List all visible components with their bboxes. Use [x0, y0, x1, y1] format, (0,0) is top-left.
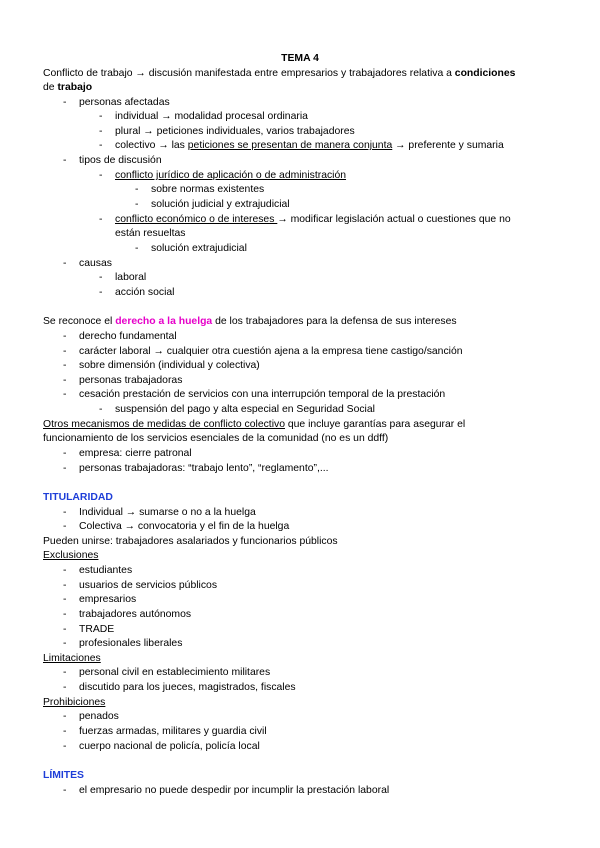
- intro-text: Conflicto de trabajo → discusión manifestada entre empresarios y trabajadores relativa a: [43, 68, 455, 79]
- huelga-paragraph: [43, 315, 457, 328]
- bullet-dash: -: [63, 463, 67, 474]
- bullet-dash: -: [63, 258, 67, 269]
- heading-titularidad: TITULARIDAD: [43, 492, 113, 503]
- list-item: fuerzas armadas, militares y guardia civil: [79, 726, 267, 737]
- bullet-dash: -: [99, 287, 103, 298]
- list-item: personas trabajadoras: “trabajo lento”, “reglamento”,...: [79, 463, 329, 474]
- bullet-dash: -: [63, 97, 67, 108]
- list-item: TRADE: [79, 624, 115, 635]
- intro-bold-trabajo: trabajo: [57, 82, 93, 93]
- list-item: sobre dimensión (individual y colectiva): [79, 360, 260, 371]
- list-item: causas: [79, 258, 112, 269]
- list-item: personas trabajadoras: [79, 375, 183, 386]
- bullet-dash: -: [63, 346, 67, 357]
- bullet-dash: -: [135, 184, 139, 195]
- bullet-dash: -: [63, 507, 67, 518]
- page-title: TEMA 4: [281, 53, 319, 64]
- bullet-dash: -: [63, 448, 67, 459]
- list-item: empresa: cierre patronal: [79, 448, 192, 459]
- list-item: solución judicial y extrajudicial: [151, 199, 290, 210]
- list-item: sobre normas existentes: [151, 184, 265, 195]
- bullet-dash: -: [63, 711, 67, 722]
- bullet-dash: -: [63, 360, 67, 371]
- huelga-text-end: de los trabajadores para la defensa de sus intereses: [212, 316, 457, 327]
- intro-line-2: [43, 81, 92, 94]
- list-item: estudiantes: [79, 565, 133, 576]
- bullet-dash: -: [63, 594, 67, 605]
- otros-text: que incluye garantías para asegurar el: [284, 419, 466, 430]
- otros-underlined: Otros mecanismos de medidas de conflicto colectivo: [43, 419, 285, 430]
- bullet-dash: -: [135, 243, 139, 254]
- bullet-dash: -: [63, 521, 67, 532]
- bullet-dash: -: [63, 375, 67, 386]
- list-item: profesionales liberales: [79, 638, 183, 649]
- list-item: derecho fundamental: [79, 331, 177, 342]
- list-item-continuation: están resueltas: [115, 228, 186, 239]
- bullet-dash: -: [63, 580, 67, 591]
- bullet-dash: -: [99, 214, 103, 225]
- list-item: Colectiva → convocatoria y el fin de la huelga: [79, 521, 290, 532]
- list-item: tipos de discusión: [79, 155, 162, 166]
- colectivo-underlined: peticiones se presentan de manera conjunta: [187, 140, 393, 151]
- list-item: penados: [79, 711, 119, 722]
- list-item: [115, 139, 504, 152]
- list-item: trabajadores autónomos: [79, 609, 192, 620]
- list-item: cesación prestación de servicios con una interrupción temporal de la prestación: [79, 389, 446, 400]
- huelga-highlight: derecho a la huelga: [115, 316, 213, 327]
- intro-bold-condiciones: condiciones: [454, 68, 516, 79]
- bullet-dash: -: [99, 170, 103, 181]
- bullet-dash: -: [63, 726, 67, 737]
- bullet-dash: -: [63, 785, 67, 796]
- list-item: suspensión del pago y alta especial en Seguridad Social: [115, 404, 375, 415]
- bullet-dash: -: [99, 140, 103, 151]
- colectivo-text-end: → preferente y sumaria: [392, 140, 504, 151]
- bullet-dash: -: [135, 199, 139, 210]
- bullet-dash: -: [99, 404, 103, 415]
- pueden-unirse: Pueden unirse: trabajadores asalariados y funcionarios públicos: [43, 536, 338, 547]
- subheading-exclusiones: Exclusiones: [43, 550, 99, 561]
- list-item: cuerpo nacional de policía, policía local: [79, 741, 260, 752]
- list-item: Individual → sumarse o no a la huelga: [79, 507, 256, 518]
- list-item: plural → peticiones individuales, varios trabajadores: [115, 126, 355, 137]
- list-item: solución extrajudicial: [151, 243, 247, 254]
- bullet-dash: -: [63, 565, 67, 576]
- bullet-dash: -: [99, 272, 103, 283]
- bullet-dash: -: [63, 682, 67, 693]
- subheading-limitaciones: Limitaciones: [43, 653, 101, 664]
- otros-paragraph: [43, 418, 465, 431]
- bullet-dash: -: [63, 389, 67, 400]
- colectivo-text: colectivo → las: [115, 140, 188, 151]
- list-item: usuarios de servicios públicos: [79, 580, 218, 591]
- intro-text-2: de: [43, 82, 58, 93]
- heading-limites: LÍMITES: [43, 770, 84, 781]
- intro-line-1: [43, 67, 515, 80]
- bullet-dash: -: [99, 111, 103, 122]
- huelga-text: Se reconoce el: [43, 316, 116, 327]
- economico-text: → modificar legislación actual o cuestiones que no: [277, 214, 511, 225]
- bullet-dash: -: [99, 126, 103, 137]
- bullet-dash: -: [63, 609, 67, 620]
- list-item: carácter laboral → cualquier otra cuestión ajena a la empresa tiene castigo/sanción: [79, 346, 463, 357]
- list-item: [115, 213, 511, 226]
- list-item: empresarios: [79, 594, 137, 605]
- list-item: personas afectadas: [79, 97, 170, 108]
- subheading-prohibiciones: Prohibiciones: [43, 697, 106, 708]
- bullet-dash: -: [63, 155, 67, 166]
- list-item: conflicto jurídico de aplicación o de administración: [115, 170, 347, 181]
- list-item: individual → modalidad procesal ordinaria: [115, 111, 308, 122]
- bullet-dash: -: [63, 624, 67, 635]
- otros-paragraph-2: funcionamiento de los servicios esenciales de la comunidad (no es un ddff): [43, 433, 389, 444]
- bullet-dash: -: [63, 667, 67, 678]
- list-item: discutido para los jueces, magistrados, fiscales: [79, 682, 296, 693]
- list-item: acción social: [115, 287, 175, 298]
- bullet-dash: -: [63, 741, 67, 752]
- list-item: personal civil en establecimiento militares: [79, 667, 271, 678]
- list-item: el empresario no puede despedir por incumplir la prestación laboral: [79, 785, 390, 796]
- list-item: laboral: [115, 272, 147, 283]
- bullet-dash: -: [63, 638, 67, 649]
- economico-underlined: conflicto económico o de intereses: [115, 214, 278, 225]
- bullet-dash: -: [63, 331, 67, 342]
